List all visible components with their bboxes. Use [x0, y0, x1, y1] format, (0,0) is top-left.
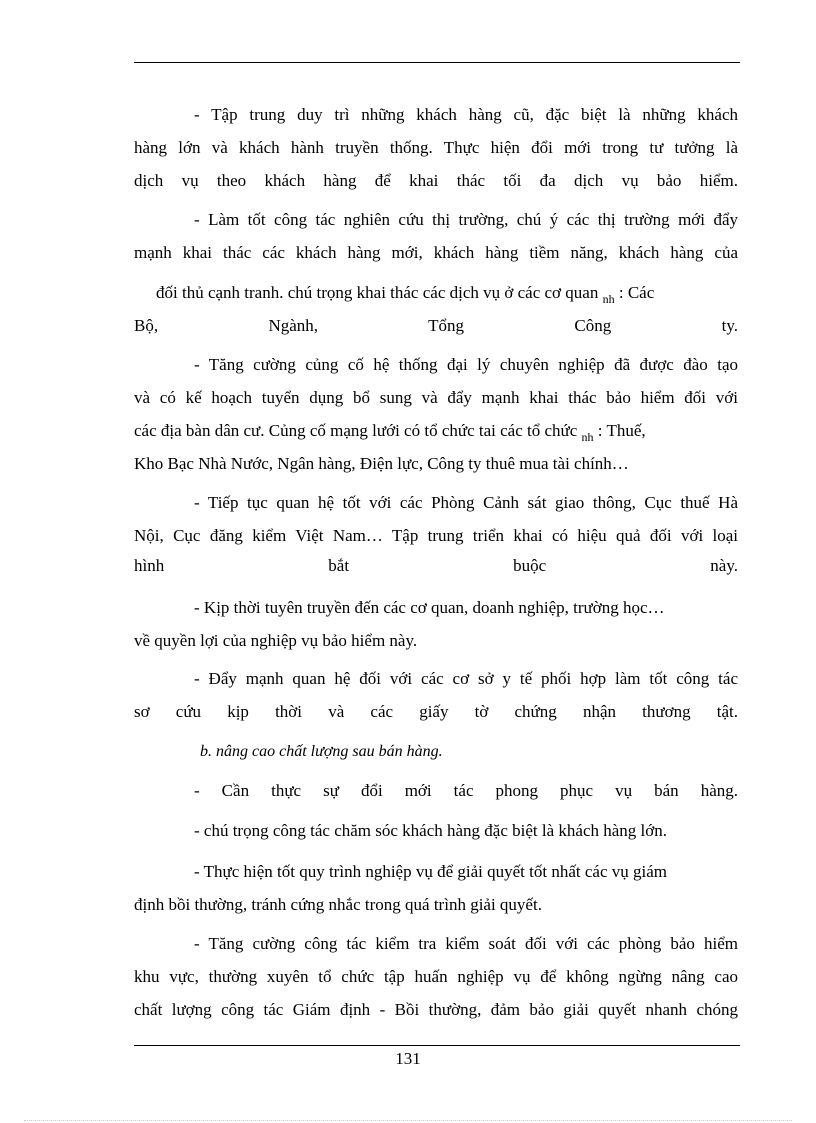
text-line: khu vực, thường xuyên tổ chức tập huấn nghiệp vụ để không ngừng nâng cao [134, 967, 738, 986]
text-line: - Cần thực sự đổi mới tác phong phục vụ bán hàng. [194, 781, 738, 800]
text-line: chất lượng công tác Giám định - Bồi thường, đảm bảo giải quyết nhanh chóng [134, 1000, 738, 1019]
page-number: 131 [395, 1049, 421, 1068]
section-heading: b. nâng cao chất lượng sau bán hàng. [200, 743, 443, 760]
text-line: Nội, Cục đăng kiểm Việt Nam… Tập trung triển khai có hiệu quả đối với loại [134, 526, 738, 545]
text-line: Bộ, Ngành, Tổng Công ty. [134, 316, 738, 335]
text-line: Kho Bạc Nhà Nước, Ngân hàng, Điện lực, Công ty thuê mua tài chính… [134, 454, 629, 473]
text-line: hàng lớn và khách hành truyền thống. Thực hiện đổi mới trong tư tưởng là [134, 138, 738, 157]
text-line: về quyền lợi của nghiệp vụ bảo hiểm này. [134, 631, 418, 650]
text-line: hình bắt buộc này. [134, 556, 738, 575]
text-line [134, 276, 738, 309]
text-line: - Kịp thời tuyên truyền đến các cơ quan, doanh nghiệp, trường học… [194, 598, 665, 617]
text-line: - chú trọng công tác chăm sóc khách hàng đặc biệt là khách hàng lớn. [194, 821, 668, 840]
text-run: : Thuế, [597, 421, 646, 440]
page-edge-dotted-line [24, 1120, 792, 1121]
text-line: - Tăng cường củng cố hệ thống đại lý chuyên nghiệp đã được đào tạo [194, 355, 738, 374]
subscript-fragment: nh [581, 430, 594, 444]
subscript-fragment: nh [602, 292, 615, 306]
text-line [134, 414, 738, 447]
text-line: sơ cứu kịp thời và các giấy tờ chứng nhận thương tật. [134, 702, 738, 721]
footer-rule [134, 1045, 740, 1046]
text-line: định bồi thường, tránh cứng nhắc trong quá trình giải quyết. [134, 895, 542, 914]
text-line: và có kế hoạch tuyển dụng bổ sung và đẩy mạnh khai thác bảo hiểm đối với [134, 388, 738, 407]
text-line: mạnh khai thác các khách hàng mới, khách hàng tiềm năng, khách hàng của [134, 243, 738, 262]
text-line: - Tiếp tục quan hệ tốt với các Phòng Cảnh sát giao thông, Cục thuế Hà [194, 493, 738, 512]
text-run: đối thủ cạnh tranh. chú trọng khai thác các dịch vụ ở các cơ quan [156, 283, 599, 302]
text-line: - Thực hiện tốt quy trình nghiệp vụ để giải quyết tốt nhất các vụ giám [194, 862, 667, 881]
text-line: - Làm tốt công tác nghiên cứu thị trường, chú ý các thị trường mới đẩy [194, 210, 738, 229]
text-line: - Tăng cường công tác kiểm tra kiểm soát đối với các phòng bảo hiểm [194, 934, 738, 953]
text-run: : Các [618, 283, 655, 302]
text-line: - Đẩy mạnh quan hệ đối với các cơ sở y tế phối hợp làm tốt công tác [194, 669, 738, 688]
header-rule [134, 62, 740, 63]
text-line: - Tập trung duy trì những khách hàng cũ, đặc biệt là những khách [194, 105, 738, 124]
text-line: dịch vụ theo khách hàng để khai thác tối đa dịch vụ bảo hiểm. [134, 171, 738, 190]
text-run: các địa bàn dân cư. Củng cố mạng lưới có tổ chức tai các tổ chức [134, 421, 578, 440]
